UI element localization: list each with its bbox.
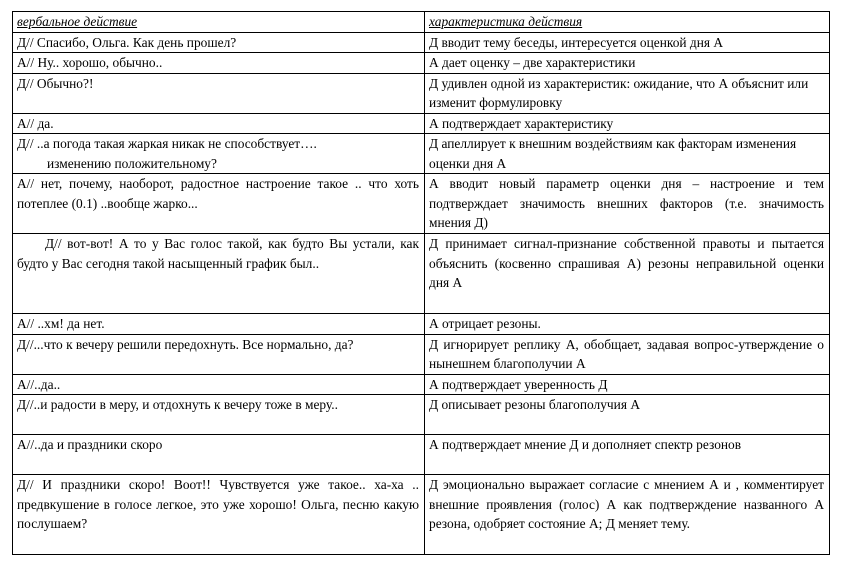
- speech-cell: Д// вот-вот! А то у Вас голос такой, как будто Вы устали, как будто у Вас сегодня такой насыщенный график был..: [13, 234, 425, 314]
- table-row: [13, 435, 830, 475]
- speech-cell: А// Ну.. хорошо, обычно..: [13, 53, 425, 74]
- analysis-cell: А подтверждает характеристику: [425, 113, 830, 134]
- analysis-cell: Д апеллирует к внешним воздействиям как факторам изменения оценки дня А: [425, 134, 830, 174]
- analysis-cell: А вводит новый параметр оценки дня – настроение и тем подтверждает значимость внешних факторов (т.е. значимость мнения Д): [425, 174, 830, 234]
- speech-cell: А//..да и праздники скоро: [13, 435, 425, 475]
- table-row: [13, 113, 830, 134]
- speech-cell: А//..да..: [13, 374, 425, 395]
- table-row: [13, 334, 830, 374]
- table-row: [13, 234, 830, 314]
- speech-cell: Д// И праздники скоро! Воот!! Чувствуется уже такое.. ха-ха .. предвкушение в голосе легкое, это уже хорошо! Ольга, песню какую послушаем?: [13, 475, 425, 555]
- table-row: [13, 53, 830, 74]
- table-row: [13, 174, 830, 234]
- analysis-cell: А подтверждает мнение Д и дополняет спектр резонов: [425, 435, 830, 475]
- header-verbal-action: вербальное действие: [13, 12, 425, 33]
- analysis-cell: Д описывает резоны благополучия А: [425, 395, 830, 435]
- analysis-cell: Д игнорирует реплику А, обобщает, задавая вопрос-утверждение о нынешнем благополучии А: [425, 334, 830, 374]
- speech-cell: Д// Спасибо, Ольга. Как день прошел?: [13, 32, 425, 53]
- table-row: [13, 73, 830, 113]
- table-row: [13, 374, 830, 395]
- speech-cell: [13, 134, 425, 174]
- table-row: [13, 134, 830, 174]
- analysis-cell: Д принимает сигнал-признание собственной правоты и пытается объяснить (косвенно спрашивая А) резоны неправильной оценки дня А: [425, 234, 830, 314]
- speech-cell: А// да.: [13, 113, 425, 134]
- table-row: [13, 395, 830, 435]
- analysis-cell: Д удивлен одной из характеристик: ожидание, что А объяснит или изменит формулировку: [425, 73, 830, 113]
- speech-cell: А// нет, почему, наоборот, радостное настроение такое .. что хоть потеплее (0.1) ..вообще жарко...: [13, 174, 425, 234]
- table-row: [13, 314, 830, 335]
- table-row: [13, 475, 830, 555]
- speech-continuation: изменению положительному?: [47, 155, 217, 171]
- dialogue-analysis-table: [12, 11, 830, 555]
- speech-line: Д// ..а погода такая жаркая никак не способствует….: [17, 136, 317, 151]
- speech-cell: Д//...что к вечеру решили передохнуть. Все нормально, да?: [13, 334, 425, 374]
- table-header-row: [13, 12, 830, 33]
- analysis-cell: Д вводит тему беседы, интересуется оценкой дня А: [425, 32, 830, 53]
- analysis-cell: Д эмоционально выражает согласие с мнением А и , комментирует внешние проявления (голос) А как подтверждение названного А резона, одобряет состояние А; Д меняет тему.: [425, 475, 830, 555]
- analysis-cell: А отрицает резоны.: [425, 314, 830, 335]
- header-action-characteristic: характеристика действия: [425, 12, 830, 33]
- table-row: [13, 32, 830, 53]
- analysis-cell: А дает оценку – две характеристики: [425, 53, 830, 74]
- speech-cell: А// ..хм! да нет.: [13, 314, 425, 335]
- speech-cell: Д//..и радости в меру, и отдохнуть к вечеру тоже в меру..: [13, 395, 425, 435]
- speech-cell: Д// Обычно?!: [13, 73, 425, 113]
- analysis-cell: А подтверждает уверенность Д: [425, 374, 830, 395]
